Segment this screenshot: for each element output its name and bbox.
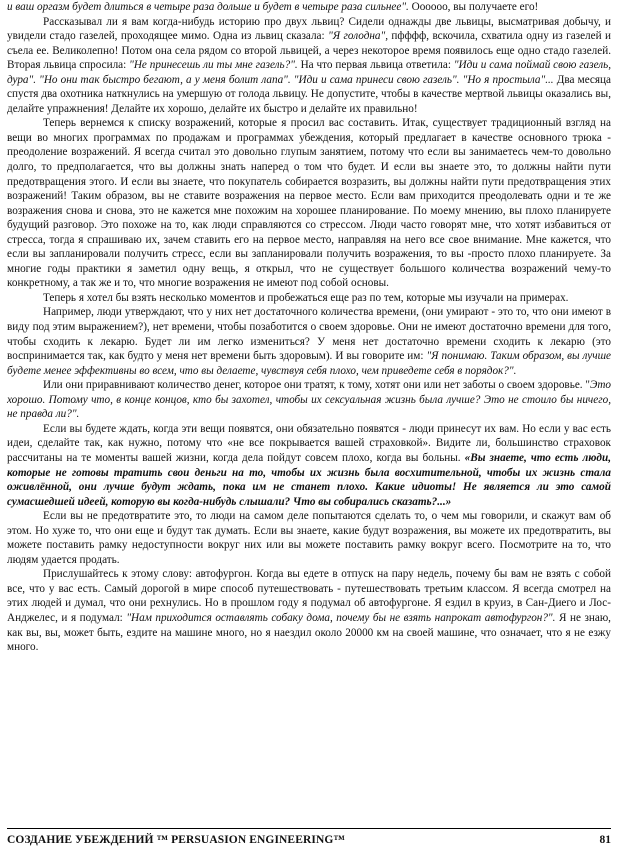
- page-number: 81: [599, 834, 611, 846]
- paragraph: [7, 116, 611, 291]
- text-run: Теперь вернемся к списку возражений, которые я просил вас составить. Итак, существует традиционный взгляд на вещи во многих программах по продажам и программах убеждения, который предлагает в качестве основного трюка - преодоление возражений. Я всегда считал это довольно глупым занятием, потому что если вы занимаетесь чем-то довольно долго, то предполагается, что вы должны знать наперед о том что будет. И если вы знаете это, то должны найти пути предотвращения этого. И если вы знаете, что покупатель собирается возразить, вы должны найти пути предотвращения этих возражений! Таким образом, вы не ставите возражения на первое место. Если вам приходится преодолевать одни и те же возражения снова и снова, это не кажется мне похожим на хорошее планирование. По моему мнению, вы плохо планируете будущий разговор. Это похоже на то, как люди справляются со стрессом. Люди часто говорят мне, что хотят избавиться от стресса, тогда я спрашиваю их, зачем ставить его на первое место, направляя на него все свое внимание. Мне кажется, что если вы запланировали получить стресс, если вы запланировали получить возражения, то вы -просто плохо планируете. За многие годы практики я заметил одну вещь, я открыл, что не существует большого количества возражений чему-то конкретному, а так же и то, что многие возражения не имеют под собой основы.: [7, 117, 611, 290]
- text-run: Два месяца спустя два охотника наткнулись на умершую от голода львицу. Не допустите, чтобы в качестве мертвой львицы оказались вы, делайте упражнения! Делайте их хорошо, делайте их быстро и делайте их правильно!: [7, 73, 611, 115]
- emphasis-run: "Не принесешь ли ты мне газель?".: [129, 59, 298, 72]
- text-run: Я не знаю, как вы, вы, может быть, ездите на машине много, но я наездил около 20000 км на своей машине, что означает, что я не езжу много.: [7, 611, 611, 654]
- text-run: пфффф, вскочила, схватила одну из газелей и съела ее. Великолепно! Потом она села рядом со второй львицей, а через некоторое время появилось еще одно стадо газелей. Вторая львица спросила:: [7, 30, 612, 72]
- footer-title: СОЗДАНИЕ УБЕЖДЕНИЙ ™ PERSUASION ENGINEERING™: [7, 834, 345, 846]
- text-run: Прислушайтесь к этому слову: автофургон. Когда вы едете в отпуск на пару недель, почему бы вам не взять с собой все, что у вас есть. Самый дорогой в мире способ путешествовать - путешествовать третьим классом. Я всегда смотрел на этих людей и думал, что они рехнулись. Но в прошлом году я подумал об автофургоне. Я ездил в круиз, в Сан-Диего и Лос-Анджелес, и я подумал:: [7, 568, 611, 624]
- emphasis-run: "Нам приходится оставлять собаку дома, почему бы не взять напрокат автофургон?".: [126, 611, 556, 624]
- paragraph: [7, 15, 611, 117]
- text-run: Если вы не предотвратите это, то люди на самом деле попытаются сделать то, о чем мы говорили, и скажут вам об этом. Но хуже то, что они еще и будут так думать. Если вы знаете, какие будут возражения, вы можете их предотвратить, вы можете поставить рамку недоступности вокруг них или вы можете поставить рамку вокруг всего. Посмотрите на то, что людям удается продать.: [7, 510, 611, 566]
- emphasis-run: "Иди и сама поймай свою газель, дура". "Но они так быстро бегают, а у меня болит лапа". "Иди и сама принеси свою газель". "Но я простыла"...: [7, 59, 612, 86]
- emphasis-run: "Я понимаю. Таким образом, вы лучше будете менее эффективны во всем, что вы делаете, чувствуя себя плохо, чем приведете себя в порядок?".: [7, 350, 612, 377]
- text-run: Если вы будете ждать, когда эти вещи появятся, они обязательно появятся - люди принесут их вам. Но если у вас есть идеи, сделайте так, как нужно, потому что «не все покрывается вашей страховкой». Видите ли, большинство страховок рассчитаны на те моменты вашей жизни, когда дела пойдут совсем плохо, когда вы больны.: [7, 422, 611, 464]
- paragraph: [7, 305, 611, 378]
- text-run: Оооооо, вы получаете его!: [408, 1, 539, 13]
- text-run: Рассказывал ли я вам когда-нибудь историю про двух львиц? Сидели однажды две львицы, высматривая добычу, и увидели стадо газелей, проходящее мимо. Одна из львиц сказала:: [7, 15, 611, 43]
- body-text: [7, 0, 611, 655]
- emphasis-run: "Я голодна",: [328, 30, 388, 43]
- footer-rule: [7, 828, 611, 829]
- text-run: На что первая львица ответила:: [297, 59, 454, 72]
- emphasis-run: Это хорошо. Потому что, в конце концов, кто бы захотел, чтобы их сексуальная жизнь была лучше? Это не стоило бы ничего, не правда ли?".: [7, 379, 611, 421]
- text-run: Теперь я хотел бы взять несколько моментов и пробежаться еще раз по тем, которые мы изучали на примерах.: [43, 291, 569, 304]
- paragraph: [7, 567, 611, 654]
- text-run: Или они приравнивают количество денег, которое они тратят, к тому, хотят они или нет заботы о своем здоровье. ": [43, 379, 590, 392]
- emphasis-run: «Вы знаете, что есть люди, которые не готовы тратить свои деньги на то, чтобы их жизнь была восхитительной, чтобы их жизнь стала оживлённой, они лучше будут ждать, пока им не станет плохо. Какие идиоты! Не является ли это самой сумасшедшей идеей, которую вы когда-нибудь слышали? Что вы собирались сказать?...»: [7, 451, 611, 508]
- paragraph: [7, 509, 611, 567]
- paragraph: [7, 0, 611, 15]
- text-run: Например, люди утверждают, что у них нет достаточного количества времени, (они умирают - это то, что они имеют в виду под этим выражением?), нет времени, чтобы позаботится о своем здоровье. Они не имеют достаточно времени для того, чтобы сходить к лекарю. Будет ли им легко измениться? У меня нет достаточно времени сходить к лекарю (это воспринимается так, как будто у меня нет времени быть здоровым). И вы говорите им:: [7, 306, 611, 363]
- paragraph: [7, 291, 611, 306]
- paragraph: [7, 422, 611, 509]
- paragraph: [7, 378, 611, 422]
- emphasis-run: и ваш оргазм будет длиться в четыре раза дольше и будет в четыре раза сильнее".: [7, 1, 409, 13]
